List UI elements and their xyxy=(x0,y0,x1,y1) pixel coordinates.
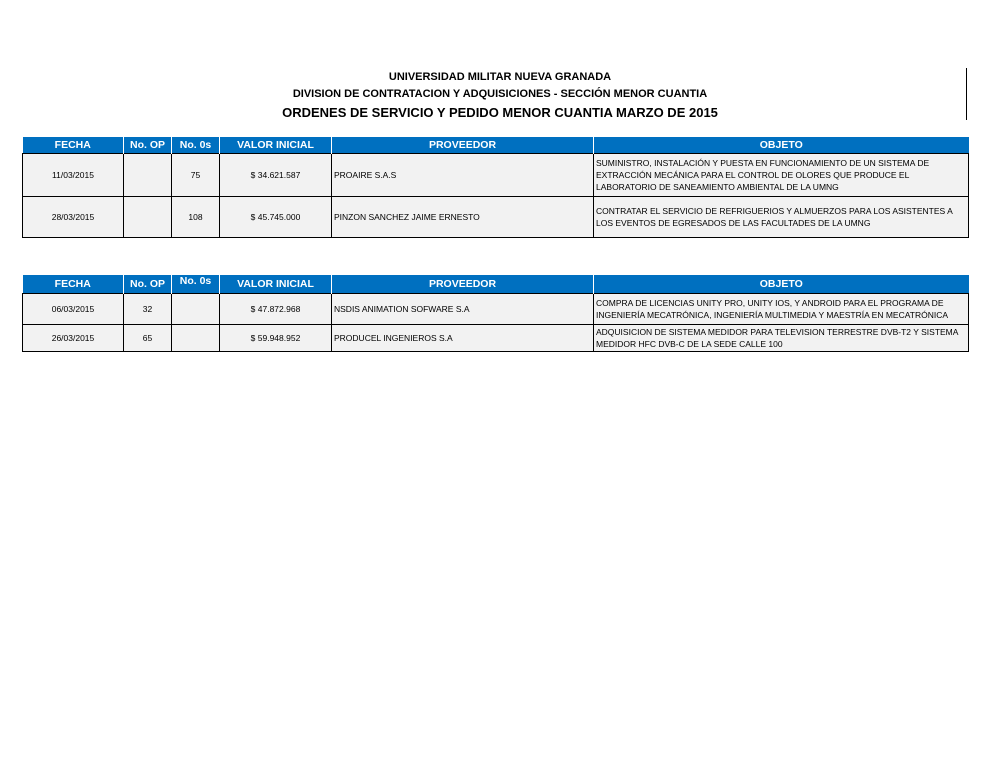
table-row xyxy=(23,154,969,197)
cell-no-os: 108 xyxy=(172,197,220,238)
cell-proveedor: PROAIRE S.A.S xyxy=(332,154,594,197)
cell-no-op: 65 xyxy=(124,325,172,352)
cell-proveedor: NSDIS ANIMATION SOFWARE S.A xyxy=(332,294,594,325)
university-title: UNIVERSIDAD MILITAR NUEVA GRANADA xyxy=(388,71,612,83)
table-row xyxy=(23,325,969,352)
orders-table-2 xyxy=(22,275,969,352)
cell-no-os xyxy=(172,294,220,325)
col-header-fecha: FECHA xyxy=(23,275,124,294)
cell-objeto: CONTRATAR EL SERVICIO DE REFRIGUERIOS Y ALMUERZOS PARA LOS ASISTENTES A LOS EVENTOS DE EGRESADOS DE LAS FACULTADES DE LA UMNG xyxy=(594,197,969,238)
col-header-objeto: OBJETO xyxy=(594,275,969,294)
cell-no-os: 75 xyxy=(172,154,220,197)
cell-objeto: COMPRA DE LICENCIAS UNITY PRO, UNITY IOS, Y ANDROID PARA EL PROGRAMA DE INGENIERÍA MECATRÓNICA, INGENIERÍA MULTIMEDIA Y MAESTRÍA EN MECATRÓNICA xyxy=(594,294,969,325)
cell-fecha: 06/03/2015 xyxy=(23,294,124,325)
table-header-row xyxy=(23,275,969,294)
table-header-row xyxy=(23,137,969,154)
cell-valor: $ 34.621.587 xyxy=(220,154,332,197)
cell-fecha: 28/03/2015 xyxy=(23,197,124,238)
table-row xyxy=(23,197,969,238)
cell-valor: $ 45.745.000 xyxy=(220,197,332,238)
cell-valor: $ 59.948.952 xyxy=(220,325,332,352)
cell-fecha: 26/03/2015 xyxy=(23,325,124,352)
cell-proveedor: PRODUCEL INGENIEROS S.A xyxy=(332,325,594,352)
col-header-objeto: OBJETO xyxy=(594,137,969,154)
col-header-proveedor: PROVEEDOR xyxy=(332,137,594,154)
report-title: ORDENES DE SERVICIO Y PEDIDO MENOR CUANTIA MARZO DE 2015 xyxy=(282,105,718,120)
cell-valor: $ 47.872.968 xyxy=(220,294,332,325)
col-header-proveedor: PROVEEDOR xyxy=(332,275,594,294)
col-header-valor: VALOR INICIAL xyxy=(220,275,332,294)
col-header-fecha: FECHA xyxy=(23,137,124,154)
col-header-valor: VALOR INICIAL xyxy=(220,137,332,154)
col-header-no-os: No. 0s xyxy=(172,137,220,154)
division-title: DIVISION DE CONTRATACION Y ADQUISICIONES - SECCIÓN MENOR CUANTIA xyxy=(292,88,708,100)
cell-proveedor: PINZON SANCHEZ JAIME ERNESTO xyxy=(332,197,594,238)
cell-fecha: 11/03/2015 xyxy=(23,154,124,197)
cell-objeto: SUMINISTRO, INSTALACIÓN Y PUESTA EN FUNCIONAMIENTO DE UN SISTEMA DE EXTRACCIÓN MECÁNICA PARA EL CONTROL DE OLORES QUE PRODUCE EL LABORATORIO DE SANEAMIENTO AMBIENTAL DE LA UMNG xyxy=(594,154,969,197)
col-header-no-op: No. OP xyxy=(124,137,172,154)
col-header-no-op: No. OP xyxy=(124,275,172,294)
col-header-no-os xyxy=(172,275,220,294)
col-header-no-os-label: No. 0s xyxy=(179,275,212,287)
orders-table-1 xyxy=(22,137,969,238)
table-row xyxy=(23,294,969,325)
cell-no-op: 32 xyxy=(124,294,172,325)
cell-no-op xyxy=(124,197,172,238)
cell-no-op xyxy=(124,154,172,197)
cell-no-os xyxy=(172,325,220,352)
cell-objeto: ADQUISICION DE SISTEMA MEDIDOR PARA TELEVISION TERRESTRE DVB-T2 Y SISTEMA MEDIDOR HFC DVB-C DE LA SEDE CALLE 100 xyxy=(594,325,969,352)
